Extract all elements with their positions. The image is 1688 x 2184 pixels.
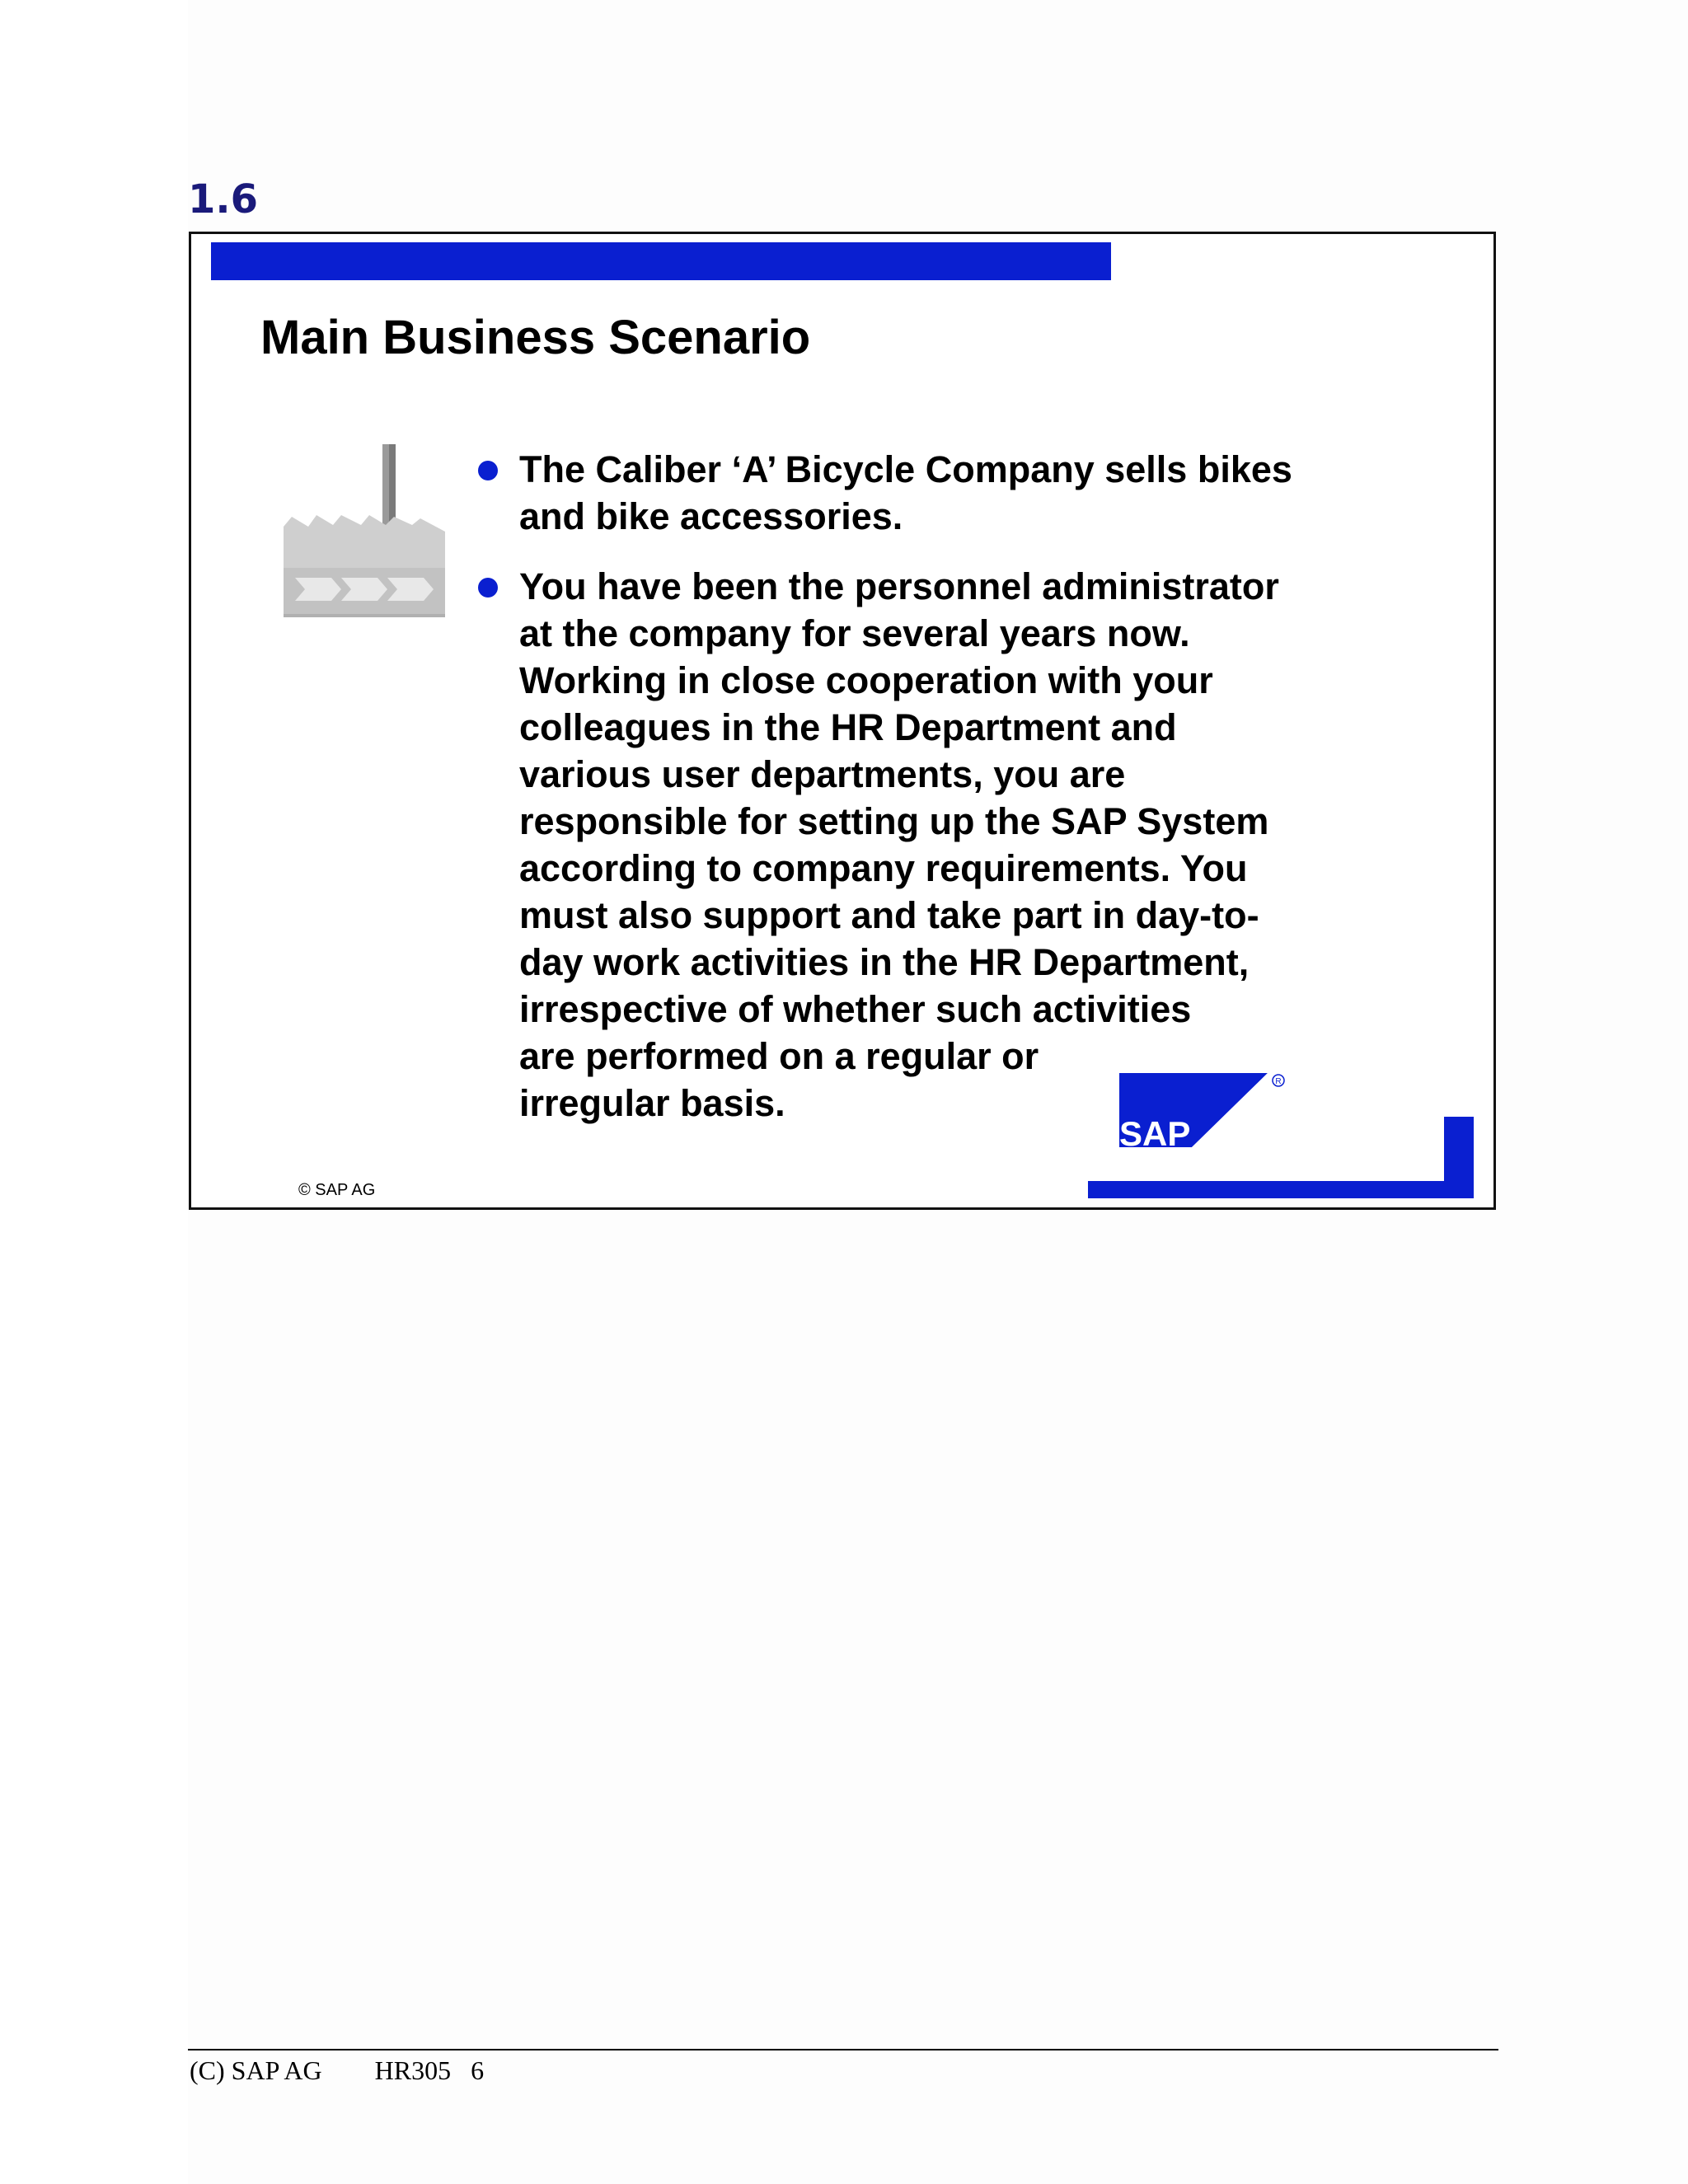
- bullet-item: [478, 446, 1385, 540]
- footer-copyright: (C) SAP AG: [190, 2055, 322, 2085]
- bullet-list: [478, 446, 1385, 1150]
- page-footer: [190, 2055, 484, 2086]
- footer-page-number: 6: [471, 2055, 485, 2085]
- bullet-text: You have been the personnel administrator at the company for several years now. Working in close cooperation with your colleagues in the HR Department and various user departments, you are responsible for setting up the SAP System according to company requirements. You must also support and take part in day-to- day work activities in the HR Department, irrespective of whether such activities are performed on a regular or irregular basis.: [519, 565, 1279, 1124]
- slide-copyright: © SAP AG: [298, 1181, 376, 1199]
- sap-logo-text: SAP: [1119, 1114, 1191, 1153]
- brand-frame-horizontal: [1088, 1181, 1474, 1198]
- slide-header-bar: [211, 242, 1111, 280]
- sap-logo: [1119, 1073, 1294, 1155]
- section-number: 1.6: [188, 176, 259, 223]
- footer-course: HR305: [374, 2055, 452, 2085]
- factory-icon: [284, 444, 448, 617]
- footer-divider: [188, 2049, 1498, 2050]
- bullet-dot-icon: [478, 461, 498, 480]
- bullet-text: The Caliber ‘A’ Bicycle Company sells bikes and bike accessories.: [519, 448, 1292, 537]
- slide-frame: [189, 232, 1496, 1210]
- slide-title: Main Business Scenario: [260, 311, 811, 364]
- bullet-item: [478, 563, 1385, 1127]
- svg-text:R: R: [1275, 1077, 1282, 1086]
- bullet-dot-icon: [478, 578, 498, 598]
